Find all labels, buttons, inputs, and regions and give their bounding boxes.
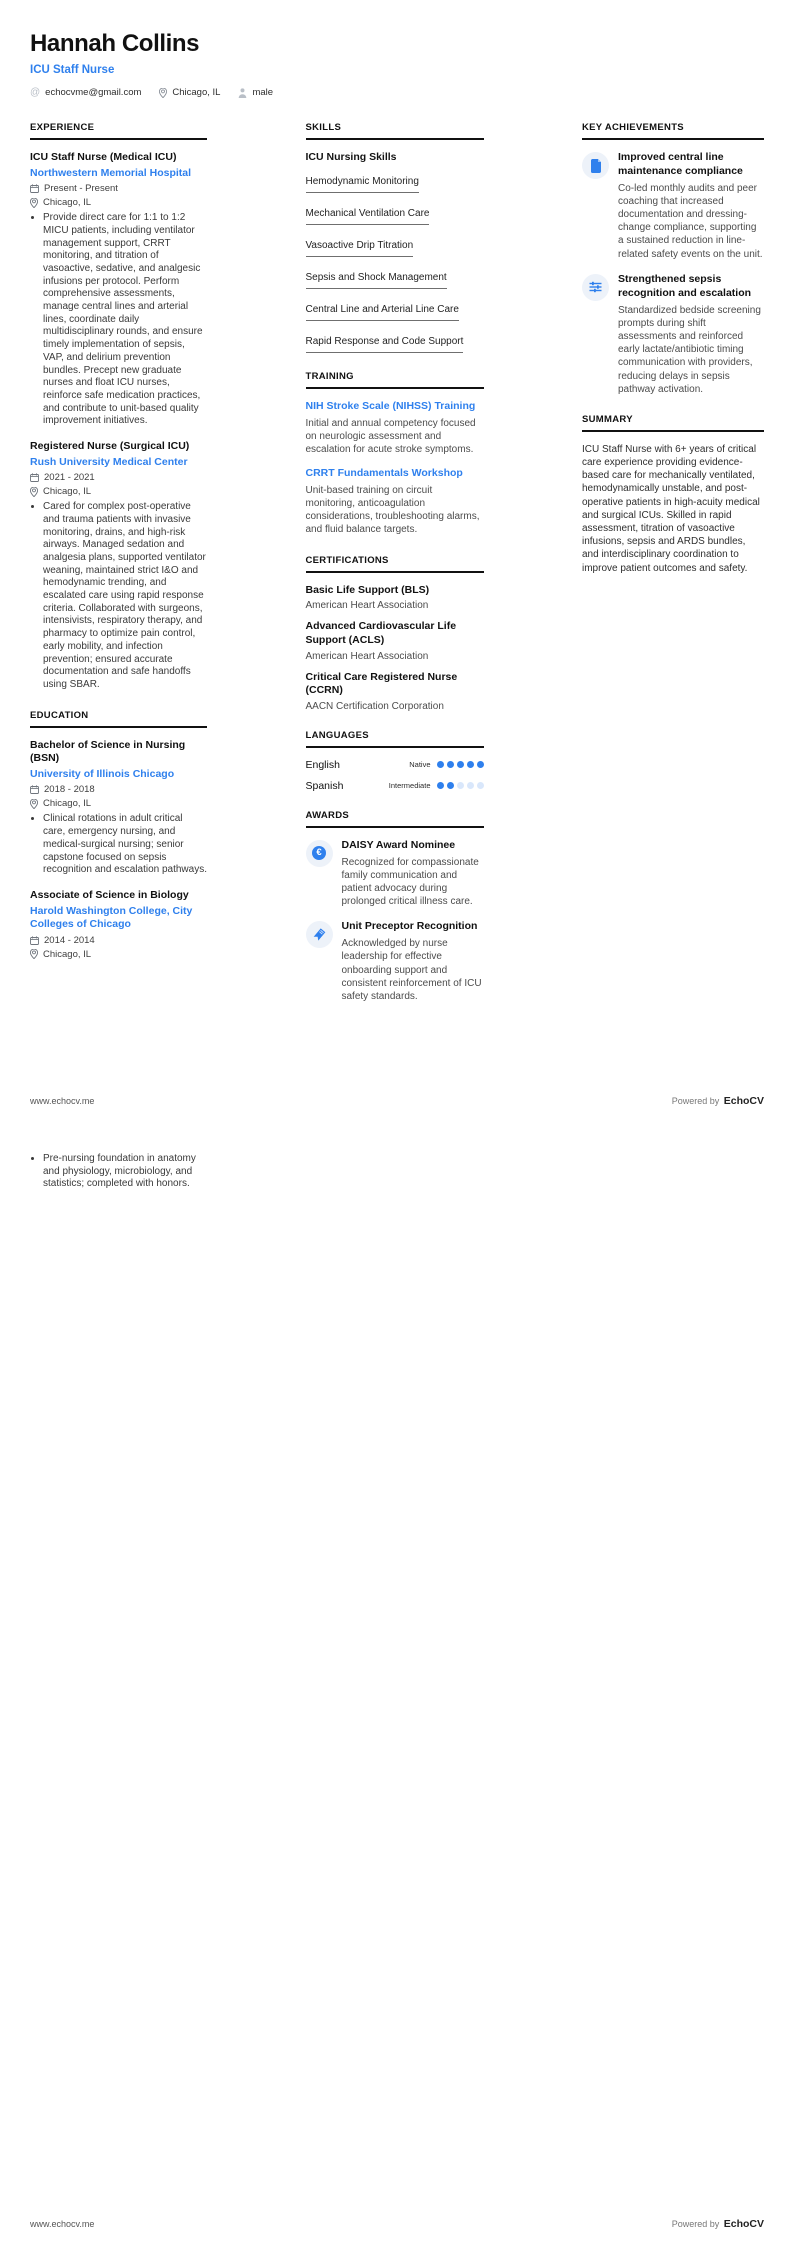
job-bullets [30,501,207,691]
education-bullet: • Clinical rotations in adult critical care, emergency nursing, and medical-surgical nursing; senior capstone focused on sepsis recognition and escalation pathways. [43,813,207,876]
experience-item [30,151,207,428]
column-right [582,122,764,1021]
training-desc: Initial and annual competency focused on neurologic assessment and escalation for acute stroke symptoms. [305,417,476,456]
achievement-name: Improved central line maintenance compliance [618,151,743,177]
cert-issuer: AACN Certification Corporation [305,700,444,712]
section-languages [306,730,484,792]
job-role: Registered Nurse (Surgical ICU) [30,439,190,452]
footer-site-link[interactable]: www.echocv.me [30,1096,95,1106]
job-bullets [30,212,207,428]
section-awards [306,810,484,1003]
education-bullet: • Pre-nursing foundation in anatomy and physiology, microbiology, and statistics; completed with honors. [43,1153,207,1191]
job-dates-row [30,183,207,194]
person-icon [238,88,247,98]
education-location-row [30,949,207,960]
experience-heading: EXPERIENCE [30,122,207,140]
languages-heading: LANGUAGES [306,730,484,748]
certification-item [306,671,484,712]
cert-issuer: American Heart Association [305,650,429,662]
skills-heading: SKILLS [306,122,484,140]
certifications-heading: CERTIFICATIONS [306,555,484,573]
location-pin-icon [30,198,38,208]
skill-label: Central Line and Arterial Line Care [306,304,459,321]
award-desc: Recognized for compassionate family communication and patient advocacy during prolonged critical illness care. [341,856,479,908]
section-experience [30,122,207,692]
resume-header [30,30,764,98]
bookmark-icon [306,921,333,948]
training-desc: Unit-based training on circuit monitoring, anticoagulation considerations, troubleshooting alarms, and fluid balance targets. [305,484,480,536]
cert-issuer: American Heart Association [305,600,429,612]
calendar-icon [30,184,39,193]
person-name: Hannah Collins [30,30,200,57]
section-skills [306,122,484,353]
achievement-desc: Standardized bedside screening prompts during shift assessments and reinforced early lactate/antibiotic timing communication with providers, reducing delays in sepsis pathway activation. [618,304,761,395]
job-bullet: • Cared for complex post-operative and trauma patients with invasive monitoring, drains, and high-risk airways. Managed sedation and analgesia plans, supported ventilator weaning, maintained strict I&O and hemodynamic trending, and escalated care using rapid response criteria. Collaborated with surgeons, intensivists, respiratory therapy, and pharmacy to optimize pain control, early mobility, and infection prevention; ensured accurate documentation and safe handoffs using SBAR. [43,501,207,691]
education-dates: 2014 - 2014 [44,934,95,946]
job-org: Rush University Medical Center [30,455,188,468]
skill-item [306,235,484,257]
footer-site-link[interactable]: www.echocv.me [30,2219,95,2229]
sliders-icon [582,274,609,301]
skill-item [306,203,484,225]
achievement-name: Strengthened sepsis recognition and escalation [618,272,752,299]
resume-columns [30,122,764,1021]
location-pin-icon [30,799,38,809]
skill-label: Hemodynamic Monitoring [306,176,419,193]
skill-label: Rapid Response and Code Support [306,336,464,353]
job-dates: Present - Present [44,183,118,195]
award-name: DAISY Award Nominee [341,838,456,851]
job-org: Northwestern Memorial Hospital [30,166,192,179]
email-icon: @ [30,86,41,98]
email-value: echocvme@gmail.com [45,87,142,98]
column-left [30,122,207,1021]
education-heading: EDUCATION [30,710,207,728]
training-item [306,467,484,536]
skill-label: Mechanical Ventilation Care [306,208,430,225]
award-desc: Acknowledged by nurse leadership for effective onboarding support and consistent reinforcement of ICU safety standards. [341,938,482,1003]
job-dates: 2021 - 2021 [44,472,95,484]
calendar-icon [30,936,39,945]
footer-powered-by [672,2214,764,2232]
section-summary [582,414,764,575]
section-key-achievements [582,122,764,396]
skill-item [306,331,484,353]
training-name: CRRT Fundamentals Workshop [305,467,463,480]
skill-label: Vasoactive Drip Titration [306,240,414,257]
echocv-brand-link[interactable]: EchoCV [723,2218,764,2230]
achievement-item [582,273,764,396]
skill-item [306,299,484,321]
education-dates: 2018 - 2018 [44,784,95,796]
contact-email[interactable] [30,87,141,98]
location-pin-icon [30,949,38,959]
certification-item [306,620,484,661]
job-location-row [30,486,207,497]
language-proficiency-dots [437,782,484,789]
contact-row [30,87,764,98]
resume-page-2 [0,1123,794,2246]
degree-name: Bachelor of Science in Nursing (BSN) [30,738,186,765]
experience-item [30,440,207,692]
column-middle [306,122,484,1021]
contact-gender [238,87,273,98]
certification-item [306,584,484,612]
degree-name: Associate of Science in Biology [30,888,189,901]
location-pin-icon [159,88,167,98]
education-bullets [30,813,207,876]
school-name: University of Illinois Chicago [30,767,175,780]
cert-name: Advanced Cardiovascular Life Support (ACLS) [305,620,457,646]
achievement-item [582,151,764,261]
skill-label: Sepsis and Shock Management [306,272,447,289]
job-dates-row [30,472,207,483]
page-footer [30,2214,764,2232]
achievements-heading: KEY ACHIEVEMENTS [582,122,764,140]
section-training [306,371,484,537]
job-bullet: • Provide direct care for 1:1 to 1:2 MICU patients, including ventilator management support, CRRT monitoring, and titration of vasoactive, sedative, and analgesic infusions per protocol. Perform comprehensive assessments, manage central lines and arterial lines, coordinate daily multidisciplinary rounds, and ensure timely implementation of sepsis, VAP, and delirium prevention bundles. Precept new graduate nurses and float ICU nurses, reinforce safe medication practices, and contribute to unit-based quality improvement initiatives. [43,212,207,428]
award-name: Unit Preceptor Recognition [341,920,478,933]
education-dates-row [30,935,207,946]
skill-item [306,171,484,193]
section-certifications [306,555,484,712]
cert-name: Critical Care Registered Nurse (CCRN) [305,670,458,697]
language-row [306,780,484,792]
job-location: Chicago, IL [43,486,92,498]
language-name: English [305,758,340,771]
education-item [30,889,207,960]
education-location: Chicago, IL [43,948,92,960]
location-value: Chicago, IL [172,87,221,98]
achievement-desc: Co-led monthly audits and peer coaching that increased documentation and dressing-change compliance, supporting a sustained reduction in line-related safety events on the unit. [618,182,763,260]
document-icon [582,152,609,179]
training-heading: TRAINING [306,371,484,389]
language-level: Native [409,760,431,770]
calendar-icon [30,473,39,482]
training-item [306,400,484,456]
job-location: Chicago, IL [43,197,92,209]
summary-text: ICU Staff Nurse with 6+ years of critical care experience providing evidence-based care for mechanically ventilated, hemodynamically unstable, and post-operative patients in high-acuity medical and surgical ICUs. Skilled in rapid assessment, titration of vasoactive infusions, sepsis and ARDS bundles, and interdisciplinary coordination to improve patient outcomes and safety. [582,443,760,574]
section-education [30,710,207,960]
gender-value: male [252,87,274,98]
education-item [30,739,207,877]
language-name: Spanish [305,779,344,792]
calendar-icon [30,785,39,794]
language-level: Intermediate [388,781,431,791]
powered-by-label: Powered by [671,2219,720,2229]
education-location-row [30,798,207,809]
skill-item [306,267,484,289]
powered-by-label: Powered by [671,1096,720,1106]
training-name: NIH Stroke Scale (NIHSS) Training [305,400,476,412]
person-title: ICU Staff Nurse [30,64,115,76]
euro-badge-icon: € [306,840,333,867]
education-location: Chicago, IL [43,798,92,810]
language-row [306,759,484,771]
job-location-row [30,197,207,208]
school-name: Harold Washington College, City Colleges of Chicago [30,904,193,931]
awards-heading: AWARDS [306,810,484,828]
education-bullets-continued [30,1153,207,1191]
language-proficiency-dots [437,761,484,768]
location-pin-icon [30,487,38,497]
contact-location [159,87,220,98]
echocv-brand-link[interactable]: EchoCV [723,1095,764,1107]
footer-powered-by [672,1091,764,1109]
page-footer [30,1091,764,1109]
cert-name: Basic Life Support (BLS) [305,583,430,596]
education-dates-row [30,784,207,795]
summary-heading: SUMMARY [582,414,764,432]
award-item [306,920,484,1003]
skills-group-title: ICU Nursing Skills [305,151,397,163]
job-role: ICU Staff Nurse (Medical ICU) [30,151,177,163]
award-item [306,839,484,909]
